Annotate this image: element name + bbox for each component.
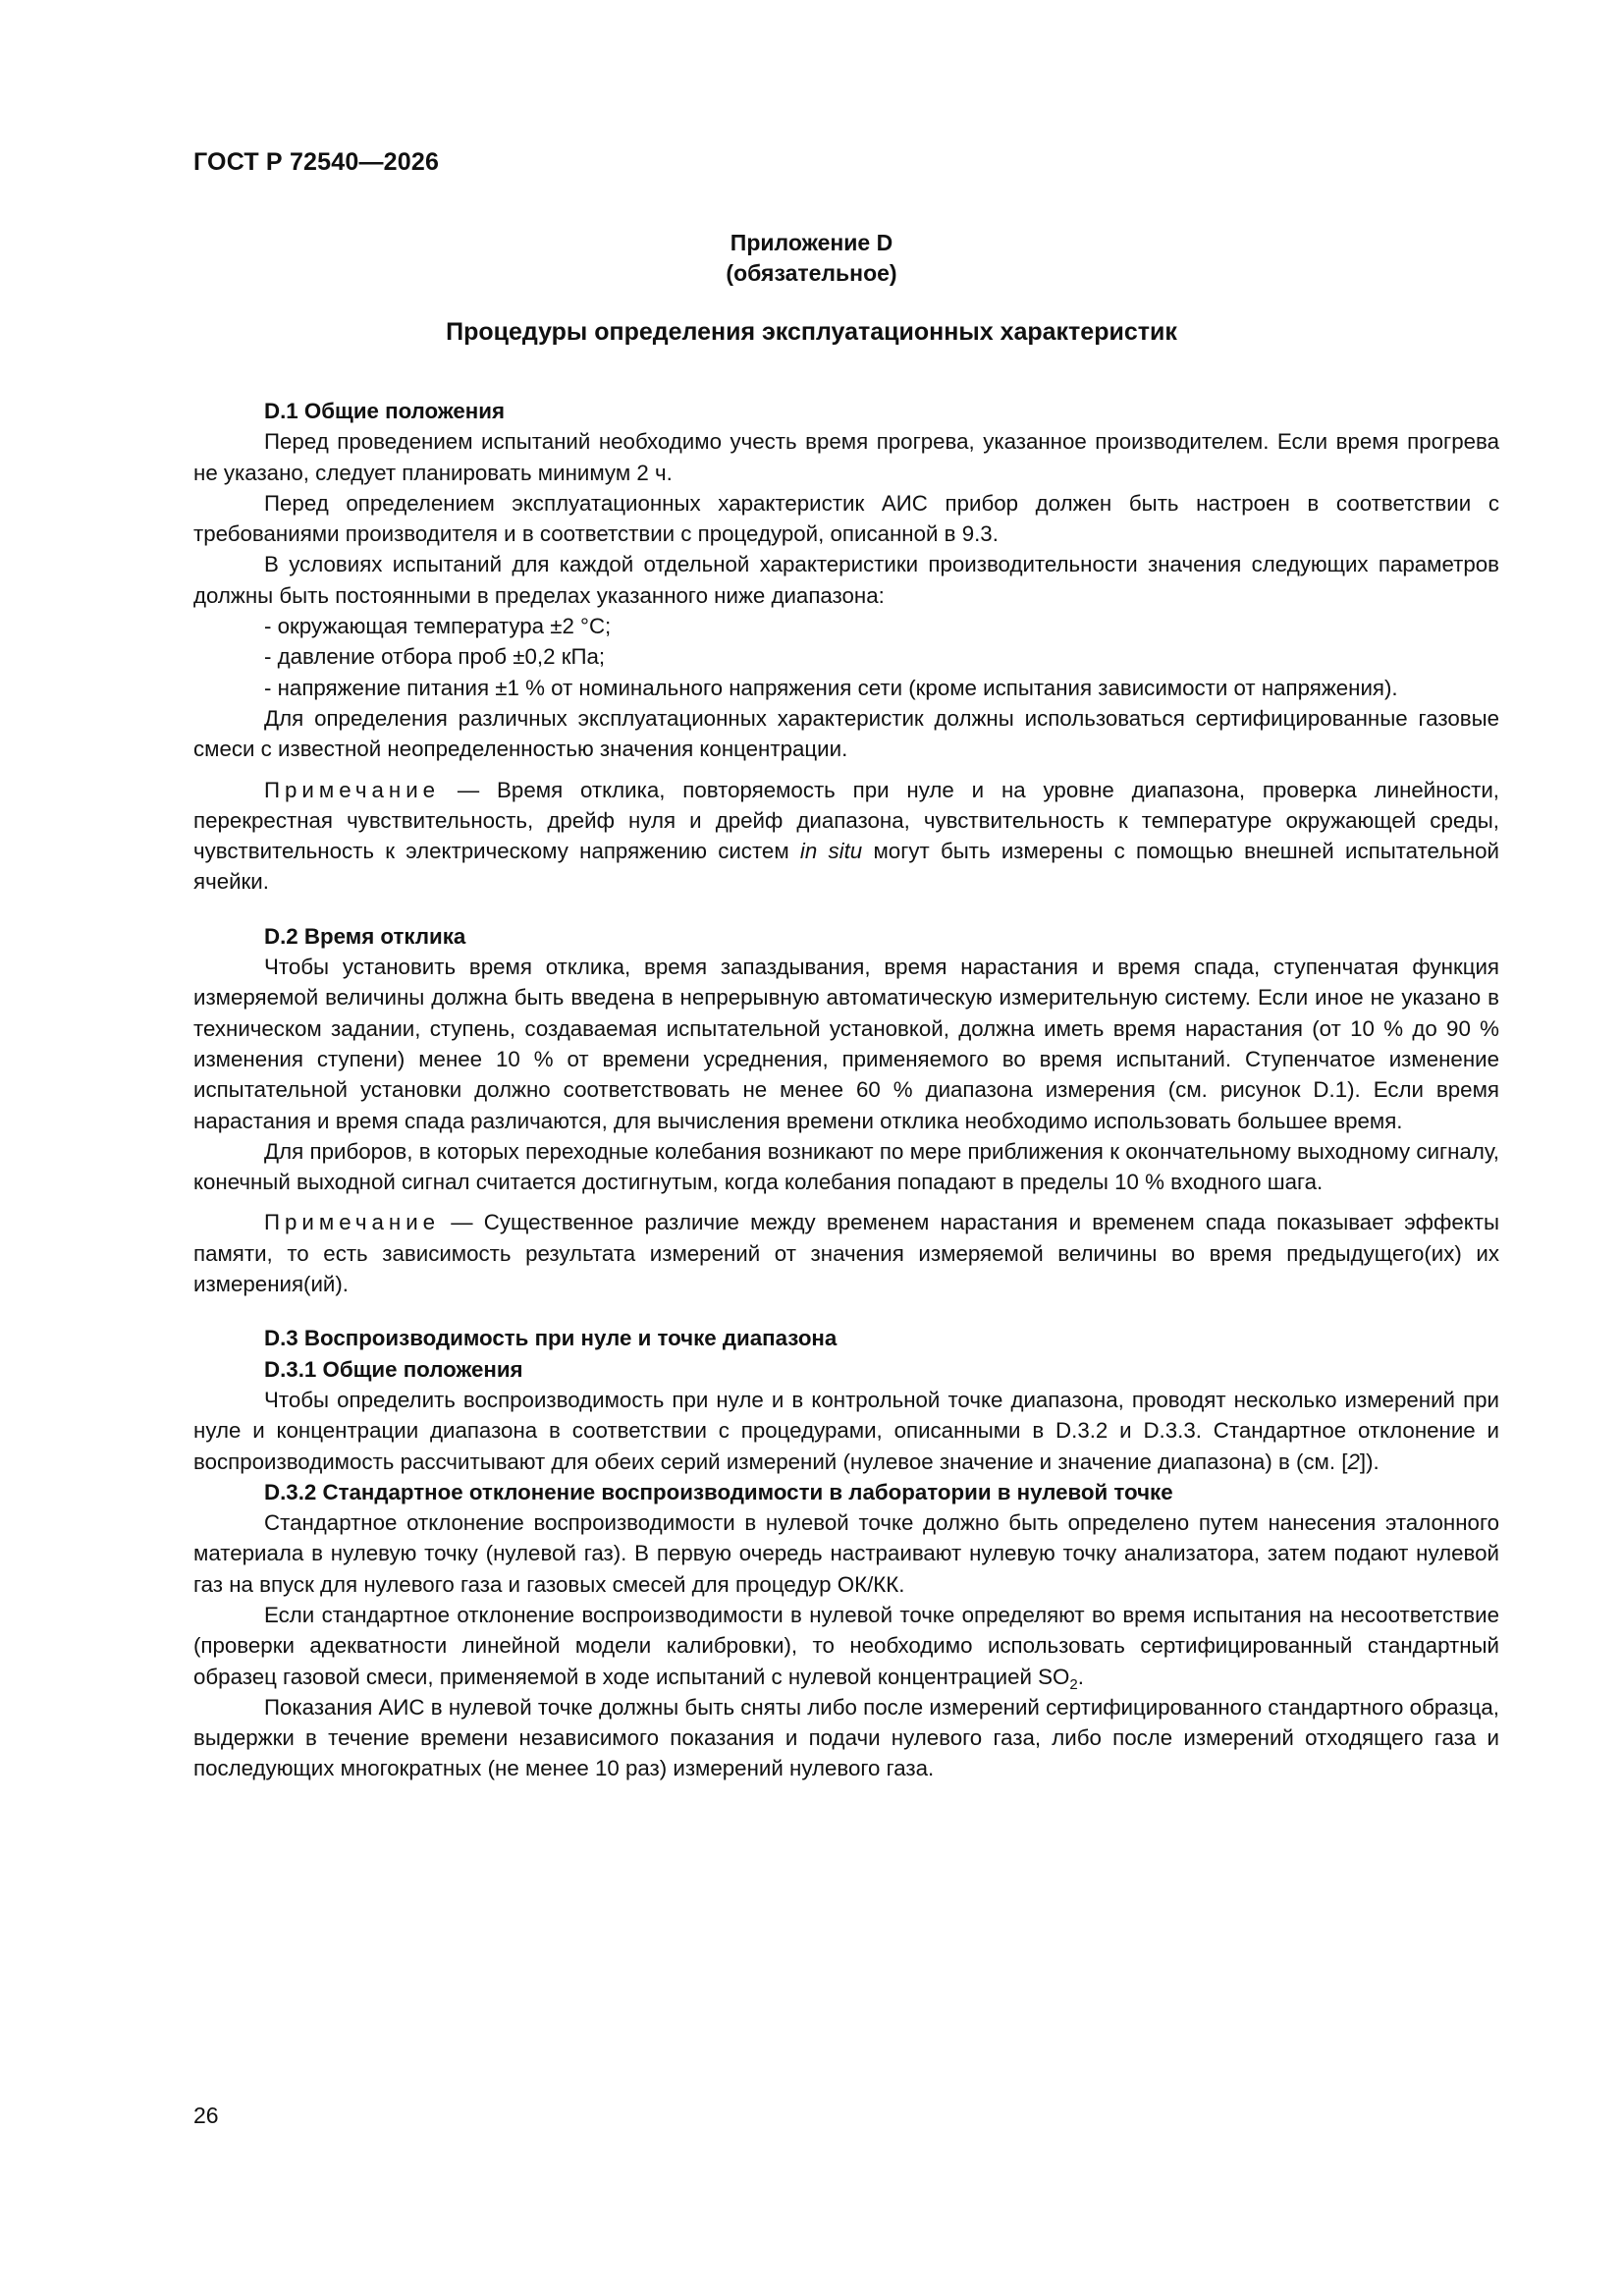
subscript: 2 [1069, 1675, 1078, 1693]
paragraph: Показания АИС в нулевой точке должны быть сняты либо после измерений сертифицированного стандартного образца, выдержки в течение времени независимого показания и подачи нулевого газа, либо после измерений отходящего газа и последующих многократных (не менее 10 раз) измерений нулевого газа. [193, 1694, 1499, 1781]
annex-status: (обязательное) [726, 260, 897, 286]
paragraph-text: Чтобы определить воспроизводимость при нуле и в контрольной точке диапазона, проводят несколько измерений при нуле и концентрации диапазона в соответствии с процедурами, описанными в D.3.2 и D.3.3. Стандартное отклонение и воспроизводимость рассчитывают для обеих серий измерений (нулевое значение и значение диапазона) в (см. [ [193, 1387, 1499, 1474]
paragraph [193, 1385, 1499, 1477]
paragraph: Стандартное отклонение воспроизводимости в нулевой точке должно быть определено путем нанесения эталонного материала в нулевую точку (нулевой газ). В первую очередь настраивают нулевую точку анализатора, затем подают нулевой газ на впуск для нулевого газа и газовых смесей для процедур ОК/КК. [193, 1510, 1499, 1597]
paragraph [193, 1600, 1499, 1692]
paragraph-text: . [1077, 1664, 1084, 1689]
note-text: — Существенное различие между временем нарастания и временем спада показывает эффекты памяти, то есть зависимость результата измерений от значения измеряемой величины во время предыдущего(их) их измерения(ий). [193, 1210, 1499, 1297]
annex-title: Приложение D [730, 230, 893, 255]
section-heading-d2: D.2 Время отклика [264, 923, 466, 949]
paragraph: Для приборов, в которых переходные колебания возникают по мере приближения к окончательному выходному сигналу, конечный выходной сигнал считается достигнутым, когда колебания попадают в пределы 10 % входного шага. [193, 1138, 1499, 1195]
section-heading-d1: D.1 Общие положения [264, 399, 505, 423]
subsection-heading-d32: D.3.2 Стандартное отклонение воспроизводимости в лаборатории в нулевой точке [264, 1479, 1173, 1504]
note [193, 1207, 1499, 1299]
subsection-heading-d31: D.3.1 Общие положения [264, 1356, 523, 1382]
paragraph: Для определения различных эксплуатационных характеристик должны использоваться сертифицированные газовые смеси с известной неопределенностью значения концентрации. [193, 705, 1499, 762]
note-italic-term: in situ [799, 839, 863, 864]
document-body [193, 396, 1499, 1784]
list-item: - напряжение питания ±1 % от номинального напряжения сети (кроме испытания зависимости от напряжения). [264, 675, 1398, 700]
page-number: 26 [193, 2103, 219, 2128]
list-item: - окружающая температура ±2 °С; [264, 614, 612, 639]
reference-number: 2 [1347, 1449, 1360, 1474]
paragraph-text: Если стандартное отклонение воспроизводимости в нулевой точке определяют во время испытания на несоответствие (проверки адекватности линейной модели калибровки), то необходимо использовать сертифицированный стандартный образец газовой смеси, применяемой в ходе испытаний с нулевой концентрацией SO [193, 1602, 1499, 1689]
note-text: — Время отклика, повторяемость при нуле и на уровне диапазона, проверка линейности, перекрестная чувствительность, дрейф нуля и дрейф диапазона, чувствительность к температуре окружающей среды, чувствительность к электрическому напряжению систем [193, 777, 1499, 864]
paragraph: Перед проведением испытаний необходимо учесть время прогрева, указанное производителем. Если время прогрева не указано, следует планировать минимум 2 ч. [193, 429, 1499, 485]
paragraph: Чтобы установить время отклика, время запаздывания, время нарастания и время спада, ступенчатая функция измеряемой величины должна быть введена в непрерывную автоматическую измерительную систему. Если иное не указано в техническом задании, ступень, создаваемая испытательной установкой, должна иметь время нарастания (от 10 % до 90 % изменения ступени) менее 10 % от времени усреднения, применяемого во время испытаний. Ступенчатое изменение испытательной установки должно соответствовать не менее 60 % диапазона измерения (см. рисунок D.1). Если время нарастания и время спада различаются, для вычисления времени отклика необходимо использовать большее время. [193, 955, 1499, 1133]
paragraph: В условиях испытаний для каждой отдельной характеристики производительности значения следующих параметров должны быть постоянными в пределах указанного ниже диапазона: [193, 552, 1499, 608]
note-label: Примечание [264, 777, 441, 802]
document-code: ГОСТ Р 72540—2026 [193, 148, 440, 176]
list-item: - давление отбора проб ±0,2 кПа; [264, 644, 606, 670]
note [193, 775, 1499, 898]
paragraph-text: ]). [1359, 1449, 1380, 1474]
annex-heading [0, 228, 1623, 289]
section-heading-d3: D.3 Воспроизводимость при нуле и точке диапазона [264, 1326, 838, 1351]
note-label: Примечание [264, 1210, 441, 1235]
annex-subject-title: Процедуры определения эксплуатационных характеристик [446, 318, 1177, 346]
note-text: могут быть измерены с помощью внешней испытательной ячейки. [193, 839, 1500, 895]
paragraph: Перед определением эксплуатационных характеристик АИС прибор должен быть настроен в соответствии с требованиями производителя и в соответствии с процедурой, описанной в 9.3. [193, 490, 1499, 547]
